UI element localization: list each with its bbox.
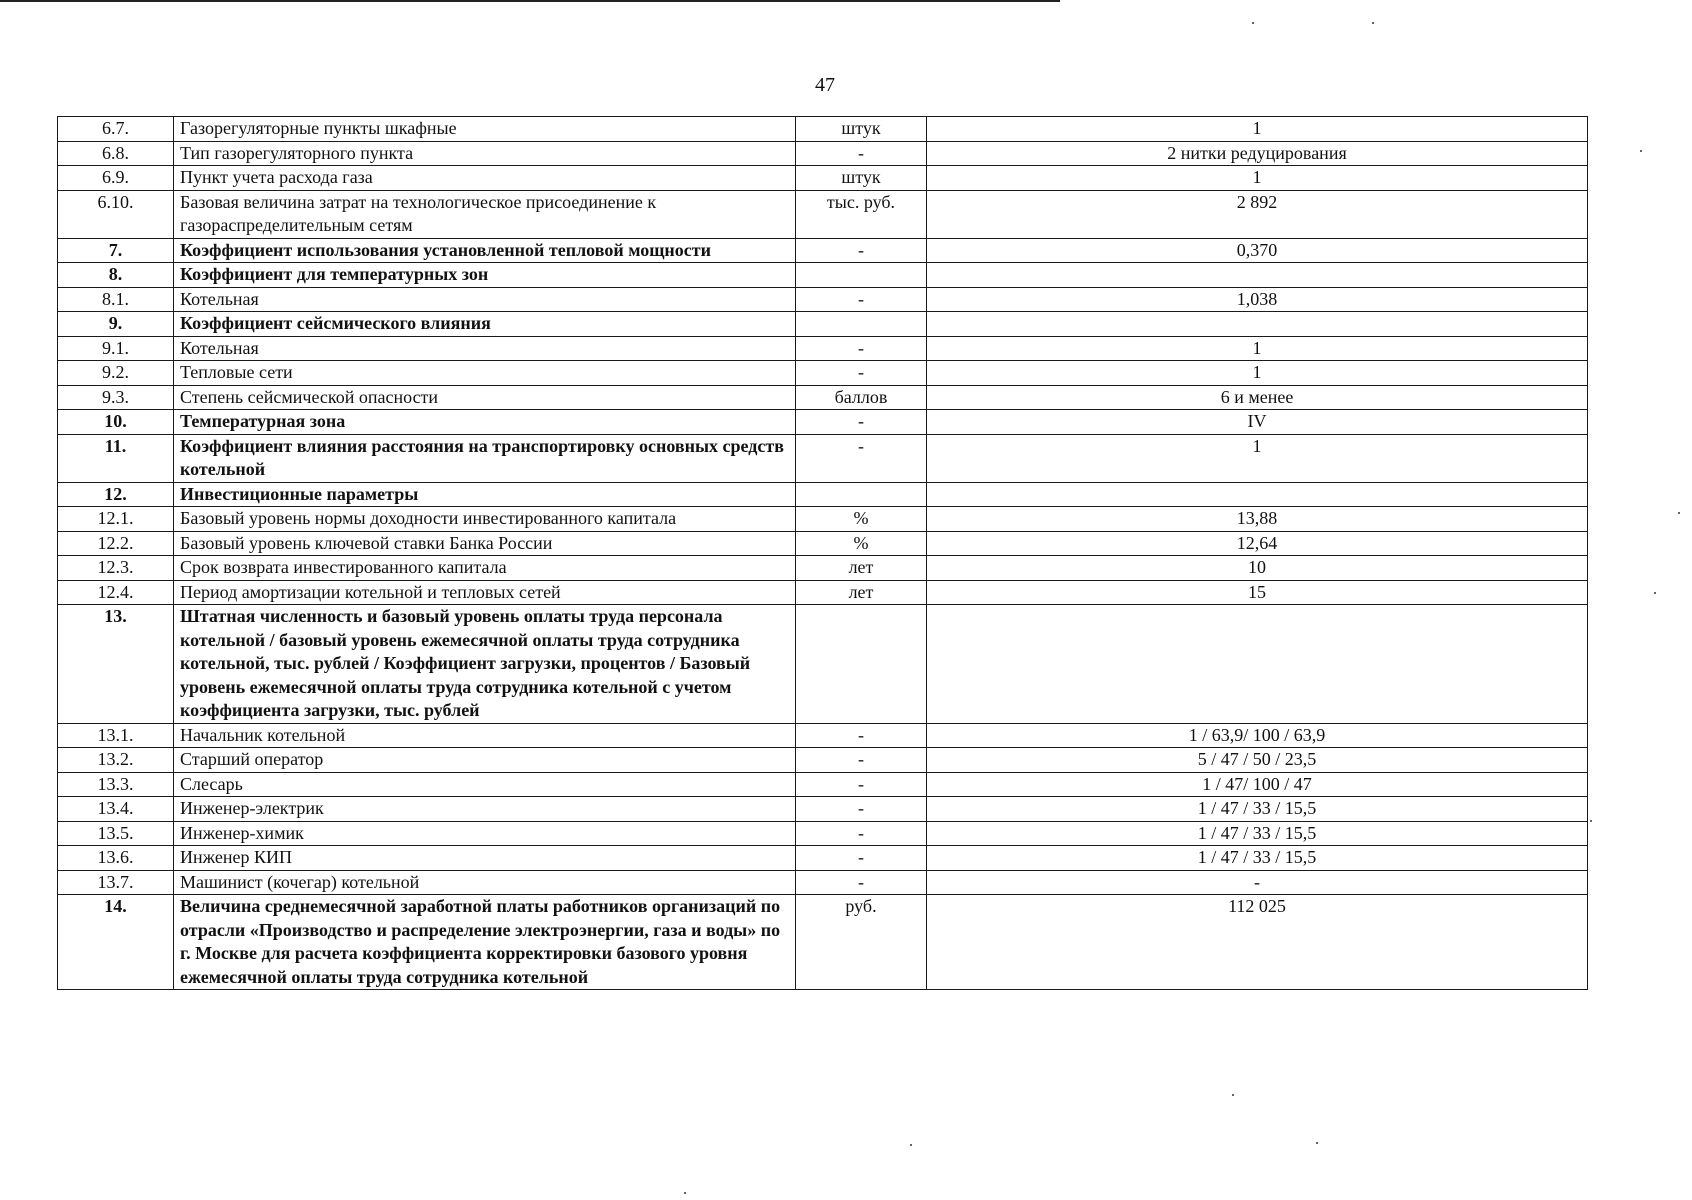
- row-number-cell: 13.1.: [58, 723, 174, 748]
- table-row: [58, 166, 1588, 191]
- unit-cell: -: [796, 287, 927, 312]
- table-row: [58, 507, 1588, 532]
- row-number-cell: 13.5.: [58, 821, 174, 846]
- unit-cell: [796, 482, 927, 507]
- table-row: [58, 723, 1588, 748]
- parameter-name-cell: Степень сейсмической опасности: [174, 385, 796, 410]
- value-cell: 6 и менее: [927, 385, 1588, 410]
- parameter-name-cell: Коэффициент сейсмического влияния: [174, 312, 796, 337]
- parameter-name-cell: Период амортизации котельной и тепловых сетей: [174, 580, 796, 605]
- value-cell: 1: [927, 117, 1588, 142]
- scan-speck: [1590, 820, 1592, 822]
- parameter-name-cell: Начальник котельной: [174, 723, 796, 748]
- parameter-name-cell: Базовая величина затрат на технологическое присоединение к газораспределительным сетям: [174, 190, 796, 238]
- unit-cell: руб.: [796, 895, 927, 990]
- parameter-name-cell: Температурная зона: [174, 410, 796, 435]
- table-row: [58, 287, 1588, 312]
- parameter-name-cell: Инженер-электрик: [174, 797, 796, 822]
- value-cell: 1 / 47 / 33 / 15,5: [927, 797, 1588, 822]
- parameter-name-cell: Коэффициент для температурных зон: [174, 263, 796, 288]
- unit-cell: -: [796, 238, 927, 263]
- row-number-cell: 13.: [58, 605, 174, 724]
- unit-cell: -: [796, 772, 927, 797]
- table-row: [58, 336, 1588, 361]
- parameters-table-body: [58, 117, 1588, 990]
- row-number-cell: 12.4.: [58, 580, 174, 605]
- value-cell: 15: [927, 580, 1588, 605]
- row-number-cell: 7.: [58, 238, 174, 263]
- parameter-name-cell: Срок возврата инвестированного капитала: [174, 556, 796, 581]
- unit-cell: [796, 312, 927, 337]
- row-number-cell: 14.: [58, 895, 174, 990]
- scan-speck: [684, 1192, 686, 1194]
- unit-cell: %: [796, 507, 927, 532]
- row-number-cell: 9.: [58, 312, 174, 337]
- parameter-name-cell: Инженер КИП: [174, 846, 796, 871]
- unit-cell: -: [796, 748, 927, 773]
- unit-cell: -: [796, 797, 927, 822]
- table-row: [58, 190, 1588, 238]
- row-number-cell: 8.1.: [58, 287, 174, 312]
- table-row: [58, 580, 1588, 605]
- parameter-name-cell: Котельная: [174, 287, 796, 312]
- row-number-cell: 6.7.: [58, 117, 174, 142]
- row-number-cell: 13.3.: [58, 772, 174, 797]
- row-number-cell: 6.8.: [58, 141, 174, 166]
- parameter-name-cell: Пункт учета расхода газа: [174, 166, 796, 191]
- value-cell: 1: [927, 361, 1588, 386]
- value-cell: IV: [927, 410, 1588, 435]
- parameter-name-cell: Тепловые сети: [174, 361, 796, 386]
- row-number-cell: 11.: [58, 434, 174, 482]
- table-row: [58, 772, 1588, 797]
- value-cell: [927, 312, 1588, 337]
- table-row: [58, 797, 1588, 822]
- table-row: [58, 434, 1588, 482]
- parameter-name-cell: Инженер-химик: [174, 821, 796, 846]
- table-row: [58, 141, 1588, 166]
- unit-cell: лет: [796, 556, 927, 581]
- parameter-name-cell: Слесарь: [174, 772, 796, 797]
- scan-speck: [1640, 150, 1642, 152]
- table-row: [58, 870, 1588, 895]
- value-cell: 2 нитки редуцирования: [927, 141, 1588, 166]
- scan-speck: [1678, 512, 1680, 514]
- unit-cell: -: [796, 410, 927, 435]
- row-number-cell: 13.4.: [58, 797, 174, 822]
- unit-cell: %: [796, 531, 927, 556]
- parameter-name-cell: Штатная численность и базовый уровень оплаты труда персонала котельной / базовый уровень ежемесячной оплаты труда сотрудника котельной, тыс. рублей / Коэффициент загрузки, процентов / Базовый уровень ежемесячной оплаты труда сотрудника котельной с учетом коэффициента загрузки, тыс. рублей: [174, 605, 796, 724]
- value-cell: 13,88: [927, 507, 1588, 532]
- scan-speck: [1232, 1094, 1234, 1096]
- table-row: [58, 385, 1588, 410]
- row-number-cell: 9.1.: [58, 336, 174, 361]
- unit-cell: штук: [796, 117, 927, 142]
- table-row: [58, 482, 1588, 507]
- table-row: [58, 605, 1588, 724]
- parameter-name-cell: Газорегуляторные пункты шкафные: [174, 117, 796, 142]
- value-cell: 0,370: [927, 238, 1588, 263]
- unit-cell: -: [796, 141, 927, 166]
- parameter-name-cell: Базовый уровень ключевой ставки Банка России: [174, 531, 796, 556]
- table-row: [58, 556, 1588, 581]
- value-cell: 10: [927, 556, 1588, 581]
- unit-cell: -: [796, 723, 927, 748]
- parameter-name-cell: Коэффициент влияния расстояния на транспортировку основных средств котельной: [174, 434, 796, 482]
- table-row: [58, 895, 1588, 990]
- value-cell: [927, 263, 1588, 288]
- table-row: [58, 312, 1588, 337]
- unit-cell: [796, 263, 927, 288]
- parameter-name-cell: Коэффициент использования установленной тепловой мощности: [174, 238, 796, 263]
- scan-speck: [910, 1144, 912, 1146]
- value-cell: 12,64: [927, 531, 1588, 556]
- value-cell: [927, 482, 1588, 507]
- value-cell: [927, 605, 1588, 724]
- top-edge-rule: [0, 0, 1060, 2]
- table-row: [58, 748, 1588, 773]
- table-row: [58, 361, 1588, 386]
- scan-speck: [1252, 22, 1254, 24]
- parameter-name-cell: Котельная: [174, 336, 796, 361]
- row-number-cell: 8.: [58, 263, 174, 288]
- row-number-cell: 6.9.: [58, 166, 174, 191]
- row-number-cell: 13.7.: [58, 870, 174, 895]
- parameter-name-cell: Величина среднемесячной заработной платы работников организаций по отрасли «Производство и распределение электроэнергии, газа и воды» по г. Москве для расчета коэффициента корректировки базового уровня ежемесячной оплаты труда сотрудника котельной: [174, 895, 796, 990]
- value-cell: 5 / 47 / 50 / 23,5: [927, 748, 1588, 773]
- row-number-cell: 13.6.: [58, 846, 174, 871]
- unit-cell: -: [796, 336, 927, 361]
- row-number-cell: 9.3.: [58, 385, 174, 410]
- value-cell: 112 025: [927, 895, 1588, 990]
- table-row: [58, 531, 1588, 556]
- table-row: [58, 846, 1588, 871]
- page-number: 47: [815, 74, 835, 96]
- row-number-cell: 13.2.: [58, 748, 174, 773]
- value-cell: 1 / 47 / 33 / 15,5: [927, 846, 1588, 871]
- row-number-cell: 9.2.: [58, 361, 174, 386]
- row-number-cell: 10.: [58, 410, 174, 435]
- unit-cell: тыс. руб.: [796, 190, 927, 238]
- scan-speck: [1316, 1142, 1318, 1144]
- table-row: [58, 263, 1588, 288]
- scan-speck: [1372, 22, 1374, 24]
- value-cell: 1: [927, 166, 1588, 191]
- value-cell: 1,038: [927, 287, 1588, 312]
- parameter-name-cell: Базовый уровень нормы доходности инвестированного капитала: [174, 507, 796, 532]
- row-number-cell: 12.: [58, 482, 174, 507]
- value-cell: 1: [927, 336, 1588, 361]
- value-cell: 2 892: [927, 190, 1588, 238]
- unit-cell: штук: [796, 166, 927, 191]
- row-number-cell: 12.3.: [58, 556, 174, 581]
- parameter-name-cell: Тип газорегуляторного пункта: [174, 141, 796, 166]
- parameters-table: [57, 116, 1588, 990]
- unit-cell: -: [796, 870, 927, 895]
- unit-cell: лет: [796, 580, 927, 605]
- unit-cell: -: [796, 846, 927, 871]
- table-row: [58, 821, 1588, 846]
- value-cell: 1: [927, 434, 1588, 482]
- unit-cell: -: [796, 361, 927, 386]
- unit-cell: баллов: [796, 385, 927, 410]
- table-row: [58, 410, 1588, 435]
- row-number-cell: 12.1.: [58, 507, 174, 532]
- table-row: [58, 238, 1588, 263]
- value-cell: 1 / 47/ 100 / 47: [927, 772, 1588, 797]
- parameter-name-cell: Старший оператор: [174, 748, 796, 773]
- row-number-cell: 12.2.: [58, 531, 174, 556]
- table-row: [58, 117, 1588, 142]
- parameter-name-cell: Инвестиционные параметры: [174, 482, 796, 507]
- value-cell: 1 / 63,9/ 100 / 63,9: [927, 723, 1588, 748]
- parameter-name-cell: Машинист (кочегар) котельной: [174, 870, 796, 895]
- unit-cell: -: [796, 821, 927, 846]
- value-cell: -: [927, 870, 1588, 895]
- unit-cell: -: [796, 434, 927, 482]
- row-number-cell: 6.10.: [58, 190, 174, 238]
- unit-cell: [796, 605, 927, 724]
- scan-speck: [1654, 592, 1656, 594]
- value-cell: 1 / 47 / 33 / 15,5: [927, 821, 1588, 846]
